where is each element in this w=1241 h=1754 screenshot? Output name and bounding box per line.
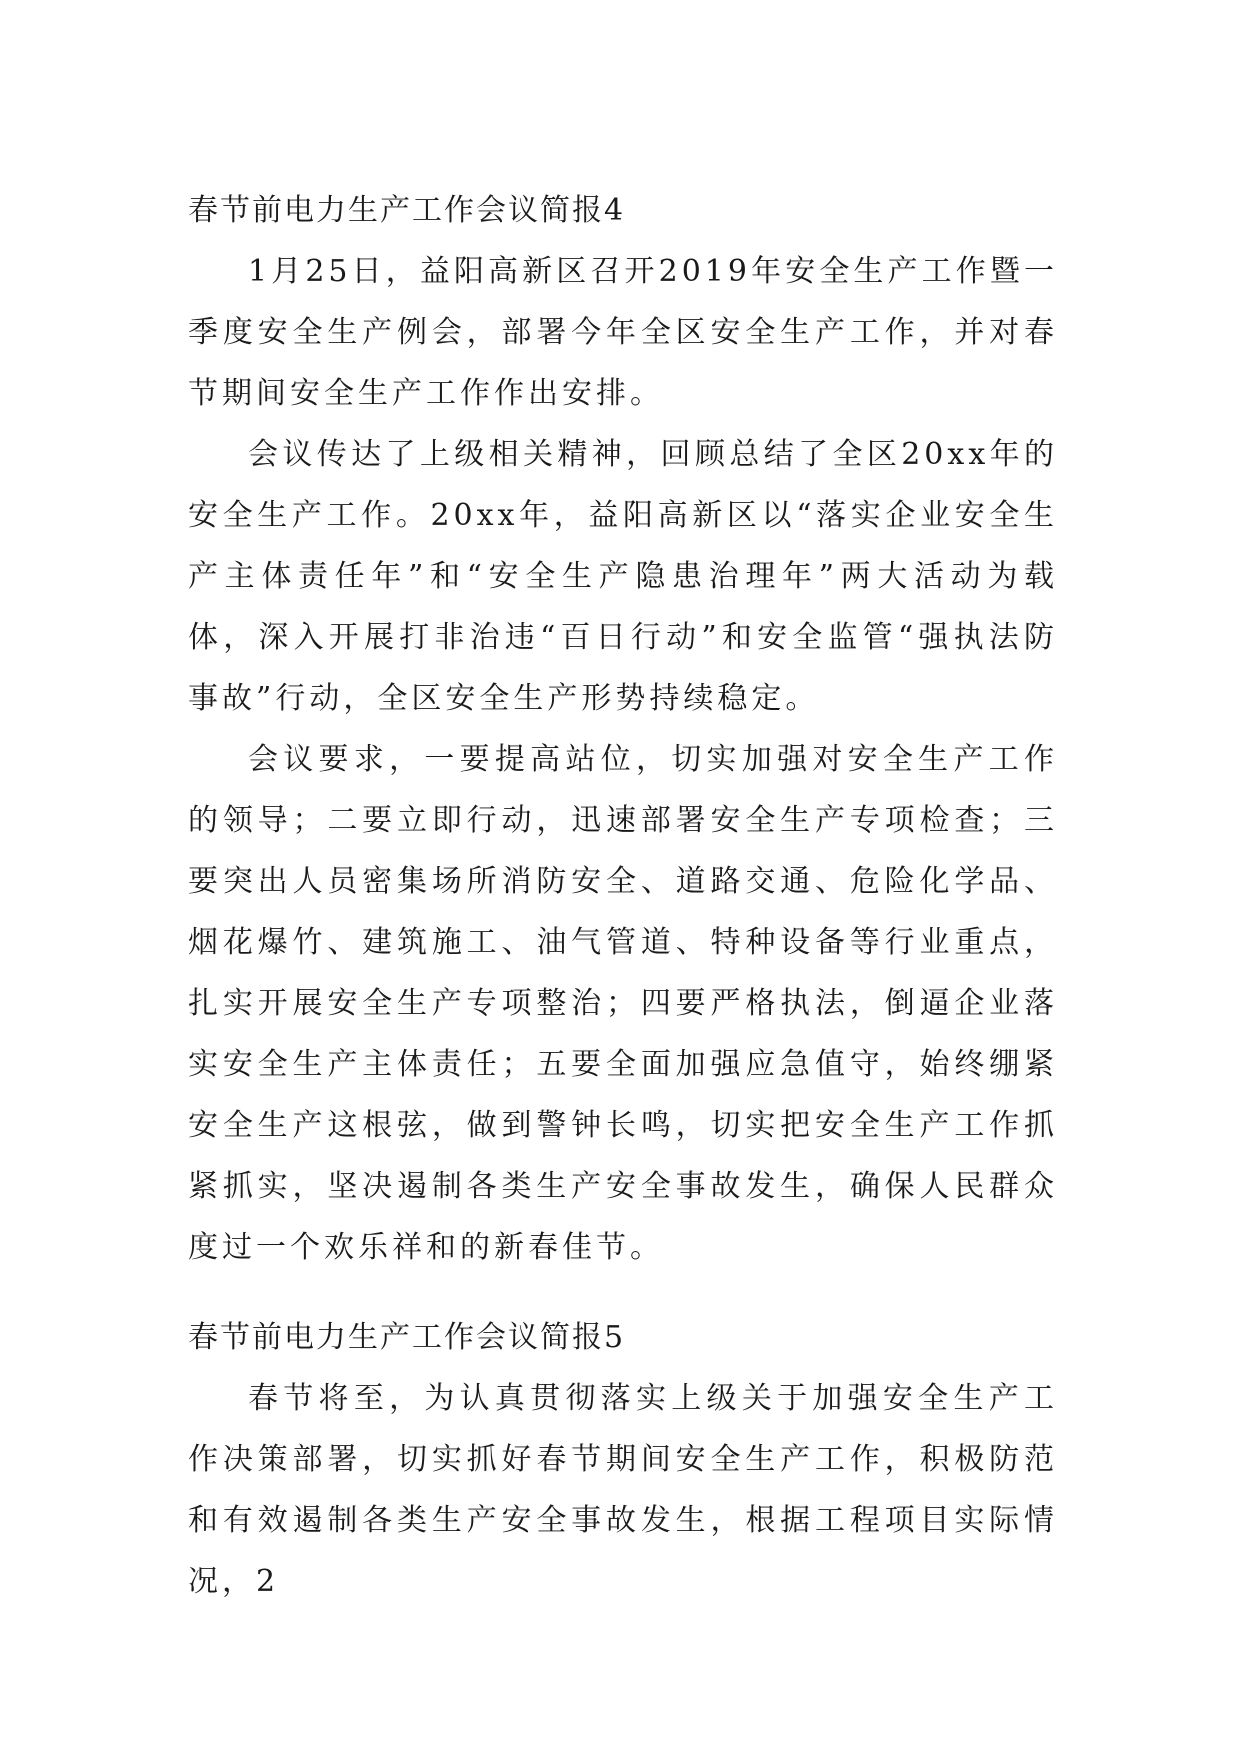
briefing-section-4 [188,180,1058,1278]
section-title: 春节前电力生产工作会议简报4 [188,193,626,228]
paragraph: 会议传达了上级相关精神，回顾总结了全区20xx年的安全生产工作。20xx年，益阳高新区以“落实企业安全生产主体责任年”和“安全生产隐患治理年”两大活动为载体，深入开展打非治违“百日行动”和安全监管“强执法防事故”行动，全区安全生产形势持续稳定。 [188,437,1058,716]
paragraph: 春节将至，为认真贯彻落实上级关于加强安全生产工作决策部署，切实抓好春节期间安全生产工作，积极防范和有效遏制各类生产安全事故发生，根据工程项目实际情况，2 [188,1381,1058,1599]
paragraph: 1月25日，益阳高新区召开2019年安全生产工作暨一季度安全生产例会，部署今年全区安全生产工作，并对春节期间安全生产工作作出安排。 [188,254,1058,411]
paragraph: 会议要求，一要提高站位，切实加强对安全生产工作的领导；二要立即行动，迅速部署安全生产专项检查；三要突出人员密集场所消防安全、道路交通、危险化学品、烟花爆竹、建筑施工、油气管道、特种设备等行业重点，扎实开展安全生产专项整治；四要严格执法，倒逼企业落实安全生产主体责任；五要全面加强应急值守，始终绷紧安全生产这根弦，做到警钟长鸣，切实把安全生产工作抓紧抓实，坚决遏制各类生产安全事故发生，确保人民群众度过一个欢乐祥和的新春佳节。 [188,742,1058,1265]
section-title: 春节前电力生产工作会议简报5 [188,1320,626,1355]
briefing-section-5 [188,1307,1058,1612]
